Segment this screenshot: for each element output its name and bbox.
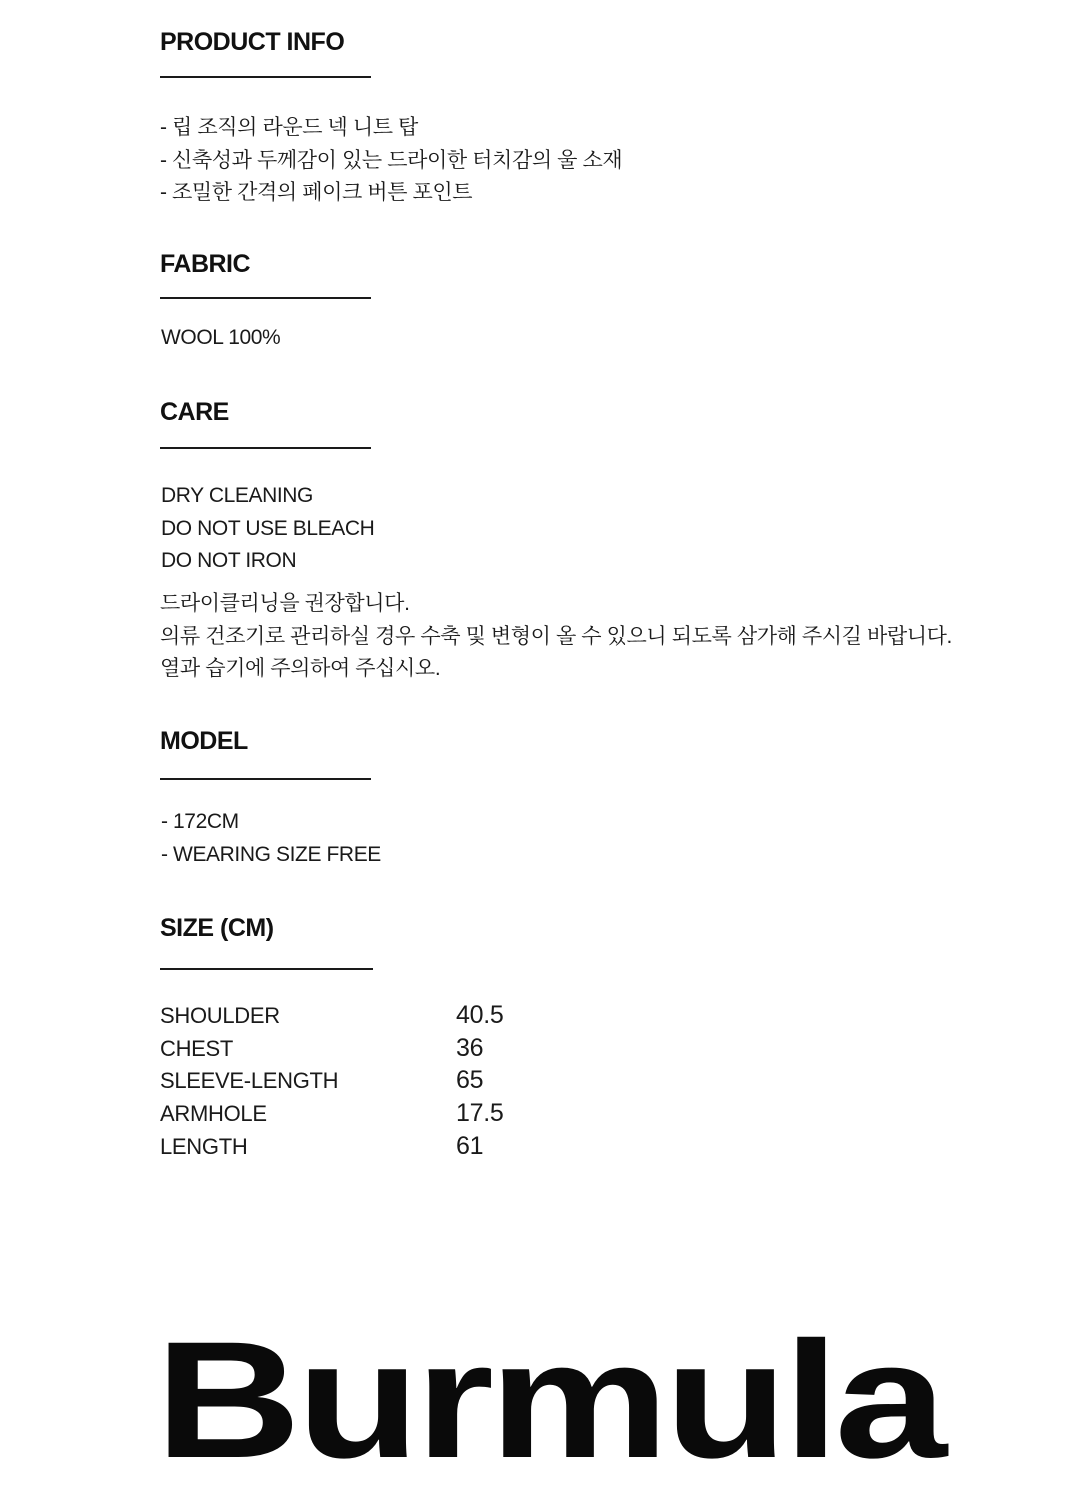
product-info-divider: [160, 76, 371, 78]
care-line: DRY CLEANING: [161, 484, 313, 507]
size-row: [160, 1036, 560, 1069]
model-wearing-size: - WEARING SIZE FREE: [161, 842, 381, 866]
care-divider: [160, 447, 371, 449]
product-info-list: [160, 112, 622, 210]
care-note: 의류 건조기로 관리하실 경우 수축 및 변형이 올 수 있으니 되도록 삼가해 주시길 바랍니다.: [160, 624, 952, 648]
product-info-line: - 립 조직의 라운드 넥 니트 탑: [160, 116, 418, 139]
model-heading: MODEL: [160, 727, 248, 755]
care-heading: CARE: [160, 398, 229, 426]
size-heading: SIZE (CM): [160, 914, 274, 942]
product-info-heading: PRODUCT INFO: [160, 28, 345, 56]
size-label: LENGTH: [160, 1134, 248, 1159]
model-divider: [160, 778, 371, 780]
fabric-composition: WOOL 100%: [161, 326, 281, 349]
care-instructions-ko: [160, 588, 952, 686]
size-label: CHEST: [160, 1036, 234, 1061]
size-value: 17.5: [456, 1099, 504, 1127]
size-label: SLEEVE-LENGTH: [160, 1068, 339, 1093]
fabric-heading: FABRIC: [160, 250, 251, 278]
size-value: 65: [456, 1066, 484, 1094]
care-note: 드라이클리닝을 권장합니다.: [160, 592, 410, 615]
care-line: DO NOT IRON: [161, 549, 297, 573]
care-instructions-en: [161, 480, 374, 578]
fabric-divider: [160, 297, 371, 299]
size-value: 61: [456, 1132, 484, 1160]
brand-logo: Burmula: [155, 1308, 943, 1493]
size-row: [160, 1134, 560, 1167]
size-row: [160, 1101, 560, 1134]
size-label: ARMHOLE: [160, 1101, 267, 1126]
size-table: [160, 1003, 580, 1173]
size-row: [160, 1068, 560, 1101]
care-line: DO NOT USE BLEACH: [161, 516, 375, 540]
size-divider: [160, 968, 373, 970]
size-label: SHOULDER: [160, 1003, 280, 1028]
size-value: 36: [456, 1034, 484, 1062]
product-info-line: - 신축성과 두께감이 있는 드라이한 터치감의 울 소재: [160, 148, 623, 172]
product-info-line: - 조밀한 간격의 페이크 버튼 포인트: [160, 181, 473, 205]
size-row: [160, 1003, 560, 1036]
model-info-list: [161, 806, 381, 871]
care-note: 열과 습기에 주의하여 주십시오.: [160, 657, 441, 681]
size-value: 40.5: [456, 1001, 504, 1029]
model-height: - 172CM: [161, 810, 239, 833]
